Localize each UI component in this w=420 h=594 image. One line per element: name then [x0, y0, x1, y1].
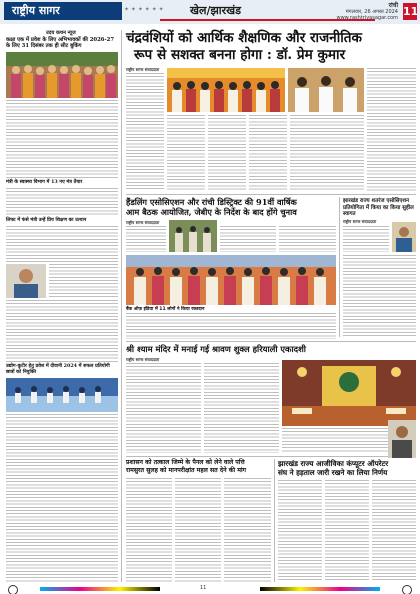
- lead-body-col4b: [290, 115, 364, 191]
- bottom-mid-headline: [126, 459, 271, 474]
- lead-headline: [126, 30, 416, 64]
- left-portrait-photo: [6, 264, 46, 298]
- color-bar: [260, 587, 380, 591]
- bottom-right-body-col2: [325, 480, 369, 582]
- bottom-right-portrait: [388, 420, 416, 458]
- right-box-body-2: [343, 255, 416, 337]
- lead-body-col2: [167, 115, 205, 191]
- left-story3-body-cont: [49, 264, 118, 298]
- second-byline: राष्ट्रीय सागर संवाददाता: [126, 220, 160, 225]
- second-body-col3: [279, 226, 336, 252]
- blood-donation-body: [126, 313, 336, 339]
- left-story4-headline: उद्योग-कुटीर हेतु प्रवेश में दीवानी 2024 में सफल प्रतियोगी छात्रों को नियुक्ति: [6, 363, 110, 375]
- section-title: खेल/झारखंड: [190, 4, 242, 17]
- right-box-photo: [392, 222, 416, 252]
- divider-lead: [126, 194, 416, 195]
- second-headline-line1: हैंडलिंग एसोसिएशन और रांची डिस्ट्रिक्ट की 91वीं वार्षिक: [126, 197, 297, 207]
- website: www.rashtriyasagar.com: [336, 15, 398, 21]
- header-logos: ✦ ✦ ✦ ✦ ✦ ✦: [124, 6, 164, 13]
- divider-mid: [126, 341, 416, 342]
- left-sports-photo: [6, 378, 118, 412]
- edition: रांची: [388, 2, 398, 9]
- lead-stage-photo: [167, 68, 285, 112]
- lead-byline: राष्ट्रीय सागर संवाददाता: [126, 67, 160, 72]
- color-bar: [40, 587, 160, 591]
- bottom-right-headline-line2: संघ ने हड़ताल जारी रखने का लिया निर्णय: [278, 468, 388, 477]
- bottom-mid-body-col3: [224, 478, 271, 582]
- page-header: [0, 0, 420, 24]
- shyam-body-col1: [126, 363, 201, 453]
- bottom-rule: [274, 459, 275, 582]
- blood-donation-caption: बैंक ऑफ़ इंडिया में 11 लोगों ने किया रक्तदान: [126, 307, 205, 312]
- bottom-right-headline-line1: झारखंड राज्य आजीविका कंप्यूटर ऑपरेटर: [278, 459, 389, 468]
- bottom-right-headline: [278, 459, 416, 477]
- column-rule: [121, 30, 122, 582]
- lead-body-col1: [126, 73, 164, 191]
- bottom-mid-headline-line2: रामसुरत सुलह को मानपरीक्षांत महल सत देने की मांग: [126, 466, 247, 474]
- left-story3-headline: लिफ्ट में फंसे मंत्री उन्हें प्रिय शिक्षण का उत्थान: [6, 217, 87, 223]
- left-story3-body: [6, 226, 118, 262]
- bottom-right-body-col1: [278, 480, 322, 582]
- left-story1-body: [6, 100, 118, 178]
- bottom-mid-body-col1: [126, 478, 172, 582]
- lead-headline-line1: चंद्रवंशियों को आर्थिक शैक्षणिक और राजनीतिक: [126, 30, 362, 46]
- shyam-body-col2: [204, 363, 279, 453]
- shyam-byline: राष्ट्रीय सागर संवाददाता: [126, 357, 160, 362]
- lead-body-col3: [208, 115, 246, 191]
- header-meta: [328, 3, 398, 21]
- left-story2-headline: मंत्री के स्वास्थ्य विभाग में 13 नए मंत्र तैयार: [6, 179, 83, 185]
- lead-headline-line2: रूप से सशक्त बनना होगा : डॉ. प्रेम कुमार: [134, 47, 346, 63]
- registration-mark-icon: [402, 585, 412, 594]
- right-box-rule: [339, 197, 340, 337]
- bottom-right-body-col3: [372, 480, 416, 582]
- second-headline: [126, 197, 336, 217]
- left-story1-headline: कक्षा एक में प्रवेश के लिए अभिभावकों की 2026-27 के लिए 31 दिसंबर तक ही सीट बुकिंग: [6, 37, 115, 50]
- shyam-temple-photo: [282, 360, 416, 426]
- left-story3-body-2: [6, 300, 118, 362]
- shyam-headline: श्री श्याम मंदिर में मनाई गई श्रावण शुक्ल हरियाली एकादशी: [126, 344, 306, 354]
- footer-folio: 11: [200, 585, 207, 591]
- left-photo-group: [6, 52, 118, 98]
- date: मंगलवार, 26 अगस्त 2024: [345, 9, 398, 15]
- second-headline-line2: आम बैठक आयोजित, जेबीए के निर्देश के बाद होंगे चुनाव: [126, 207, 297, 217]
- lead-body-col4: [249, 115, 287, 191]
- second-body-col2: [220, 226, 276, 252]
- page-footer: [0, 584, 420, 594]
- second-body-col1: [126, 226, 166, 252]
- divider-bottom: [126, 456, 416, 457]
- registration-mark-icon: [8, 585, 18, 594]
- left-story2-body: [6, 188, 118, 216]
- bottom-mid-headline-line1: प्रशासन को तत्काल जिम्मे के पैनल को लेने वाले पत्ति: [126, 459, 245, 466]
- second-photo: [169, 220, 217, 252]
- right-box-headline: झारखंड राज्य शतरंज एसोसिएशन प्रतियोगिता में किया का किया सुहील स्वागत: [343, 198, 414, 218]
- page-number-badge: 11: [403, 5, 419, 18]
- right-box-byline: राष्ट्रीय सागर संवाददाता: [343, 219, 377, 224]
- blood-donation-photo: [126, 255, 336, 305]
- lead-body-col5: [367, 68, 416, 191]
- bottom-mid-body-col2: [175, 478, 221, 582]
- left-tag: उदय कथन न्यूज: [46, 30, 76, 36]
- masthead: राष्ट्रीय सागर: [4, 2, 122, 20]
- lead-guest-photo: [288, 68, 364, 112]
- left-story4-body: [6, 414, 118, 582]
- right-box-body-1: [343, 226, 389, 252]
